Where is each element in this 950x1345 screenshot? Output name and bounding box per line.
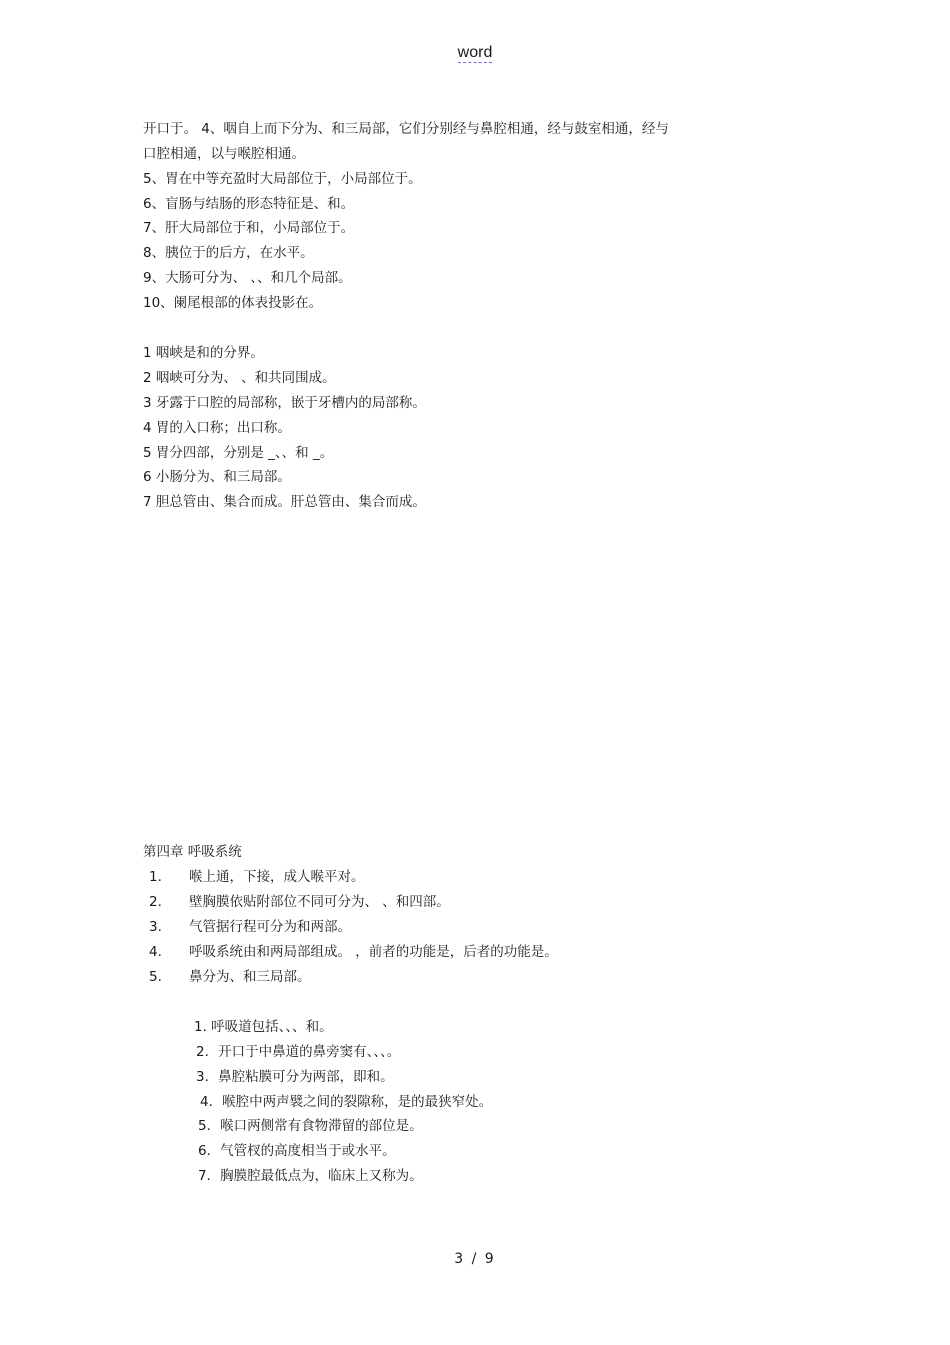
item-text: 呼吸系统由和两局部组成。 ，前者的功能是，后者的功能是。	[189, 944, 558, 960]
item-number: 4.	[149, 944, 162, 960]
item-text: 鼻分为、和三局部。	[189, 969, 311, 985]
list-item: 1. 呼吸道包括、、、和。	[194, 1019, 333, 1035]
text-line: 口腔相通，以与喉腔相通。	[143, 146, 305, 162]
item-text: 喉上通，下接，成人喉平对。	[189, 869, 365, 885]
item-number: 2.	[149, 894, 162, 910]
chapter-item	[143, 918, 351, 936]
chapter-item	[143, 893, 450, 911]
list-item: 5 胃分四部，分别是 _、、和 _。	[143, 445, 334, 461]
page-number: 3 / 9	[454, 1251, 496, 1267]
list-item: 5．喉口两侧常有食物滞留的部位是。	[198, 1118, 423, 1134]
text-line: 7、肝大局部位于和，小局部位于。	[143, 220, 355, 236]
text-line: 开口于。 4、咽自上而下分为、和三局部，它们分别经与鼻腔相通，经与鼓室相通，经与	[143, 121, 669, 137]
header-text: word	[457, 44, 493, 61]
list-item: 6 小肠分为、和三局部。	[143, 469, 291, 485]
text-line: 9、大肠可分为、 、、和几个局部。	[143, 270, 352, 286]
list-item: 3 牙露于口腔的局部称，嵌于牙槽内的局部称。	[143, 395, 426, 411]
list-item: 7 胆总管由、集合而成。肝总管由、集合而成。	[143, 494, 426, 510]
list-item: 7．胸膜腔最低点为，临床上又称为。	[198, 1168, 423, 1184]
list-item: 2 咽峡可分为、 、和共同围成。	[143, 370, 336, 386]
list-item: 3．鼻腔粘膜可分为两部，即和。	[196, 1069, 394, 1085]
item-number: 3.	[149, 919, 162, 935]
list-item: 4 胃的入口称；出口称。	[143, 420, 291, 436]
item-text: 气管据行程可分为和两部。	[189, 919, 351, 935]
text-line: 10、阑尾根部的体表投影在。	[143, 295, 323, 311]
list-item: 1 咽峡是和的分界。	[143, 345, 264, 361]
text-line: 5、胃在中等充盈时大局部位于，小局部位于。	[143, 171, 422, 187]
list-item: 4．喉腔中两声襞之间的裂隙称，是的最狭窄处。	[200, 1094, 493, 1110]
list-item: 2．开口于中鼻道的鼻旁窦有、、、。	[196, 1044, 401, 1060]
chapter-item	[143, 968, 311, 986]
item-number: 1.	[149, 869, 162, 885]
chapter-title: 第四章 呼吸系统	[143, 844, 242, 860]
list-item: 6．气管杈的高度相当于或水平。	[198, 1143, 396, 1159]
page-header	[0, 44, 950, 62]
item-text: 壁胸膜依贴附部位不同可分为、 、和四部。	[189, 894, 450, 910]
chapter-item	[143, 943, 558, 961]
text-line: 6、盲肠与结肠的形态特征是、和。	[143, 196, 355, 212]
chapter-item	[143, 868, 365, 886]
item-number: 5.	[149, 969, 162, 985]
text-line: 8、胰位于的后方，在水平。	[143, 245, 314, 261]
